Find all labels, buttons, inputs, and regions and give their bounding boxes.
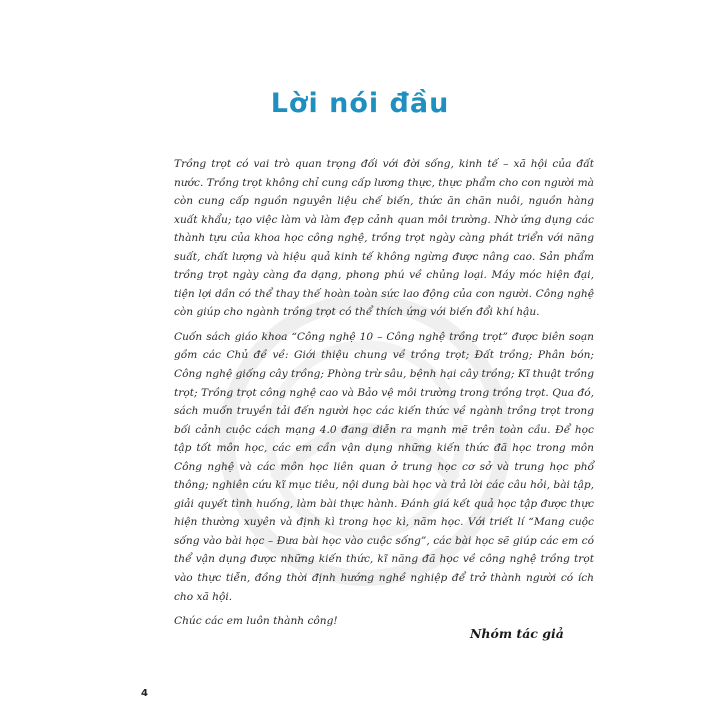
page-number: 4 (141, 688, 148, 699)
paragraph-2: Cuốn sách giáo khoa “Công nghệ 10 – Công nghệ trồng trọt” được biên soạn gồm các Chủ đề về: Giới thiệu chung về trồng trọt; Đất trồng; Phân bón; Công nghệ giống cây trồng; Phòng trừ sâu, bệnh hại cây trồng; Kĩ thuật trồng trọt; Trồng trọt công nghệ cao và Bảo vệ môi trường trong trồng trọt. Qua đó, sách muốn truyền tải đến người học các kiến thức về ngành trồng trọt trong bối cảnh cuộc cách mạng 4.0 đang diễn ra mạnh mẽ trên toàn cầu. Để học tập tốt môn học, các em cần vận dụng những kiến thức đã học trong môn Công nghệ và các môn học liên quan ở trung học cơ sở và trung học phổ thông; nghiên cứu kĩ mục tiêu, nội dung bài học và trả lời các câu hỏi, bài tập, giải quyết tình huống, làm bài thực hành. Đánh giá kết quả học tập được thực hiện thường xuyên và định kì trong học kì, năm học. Với triết lí “Mang cuộc sống vào bài học – Đưa bài học vào cuộc sống”, các bài học sẽ giúp các em có thể vận dụng được những kiến thức, kĩ năng đã học về công nghệ trồng trọt vào thực tiễn, đồng thời định hướng nghề nghiệp để trở thành người có ích cho xã hội. (174, 330, 595, 603)
paragraph-1: Trồng trọt có vai trò quan trọng đối với đời sống, kinh tế – xã hội của đất nước. Trồng trọt không chỉ cung cấp lương thực, thực phẩm cho con người mà còn cung cấp nguồn nguyên liệu chế biến, thức ăn chăn nuôi, nguồn hàng xuất khẩu; tạo việc làm và làm đẹp cảnh quan môi trường. Nhờ ứng dụng các thành tựu của khoa học công nghệ, trồng trọt ngày càng phát triển với năng suất, chất lượng và hiệu quả kinh tế không ngừng được nâng cao. Sản phẩm trồng trọt ngày càng đa dạng, phong phú về chủng loại. Máy móc hiện đại, tiện lợi dần có thể thay thế hoàn toàn sức lao động của con người. Công nghệ còn giúp cho ngành trồng trọt có thể thích ứng với biến đổi khí hậu. (174, 158, 594, 319)
preface-body (174, 155, 594, 637)
page-title: Lời nói đầu (270, 88, 450, 119)
author-signature: Nhóm tác giả (470, 626, 564, 641)
paragraph-3: Chúc các em luôn thành công! (174, 615, 338, 628)
